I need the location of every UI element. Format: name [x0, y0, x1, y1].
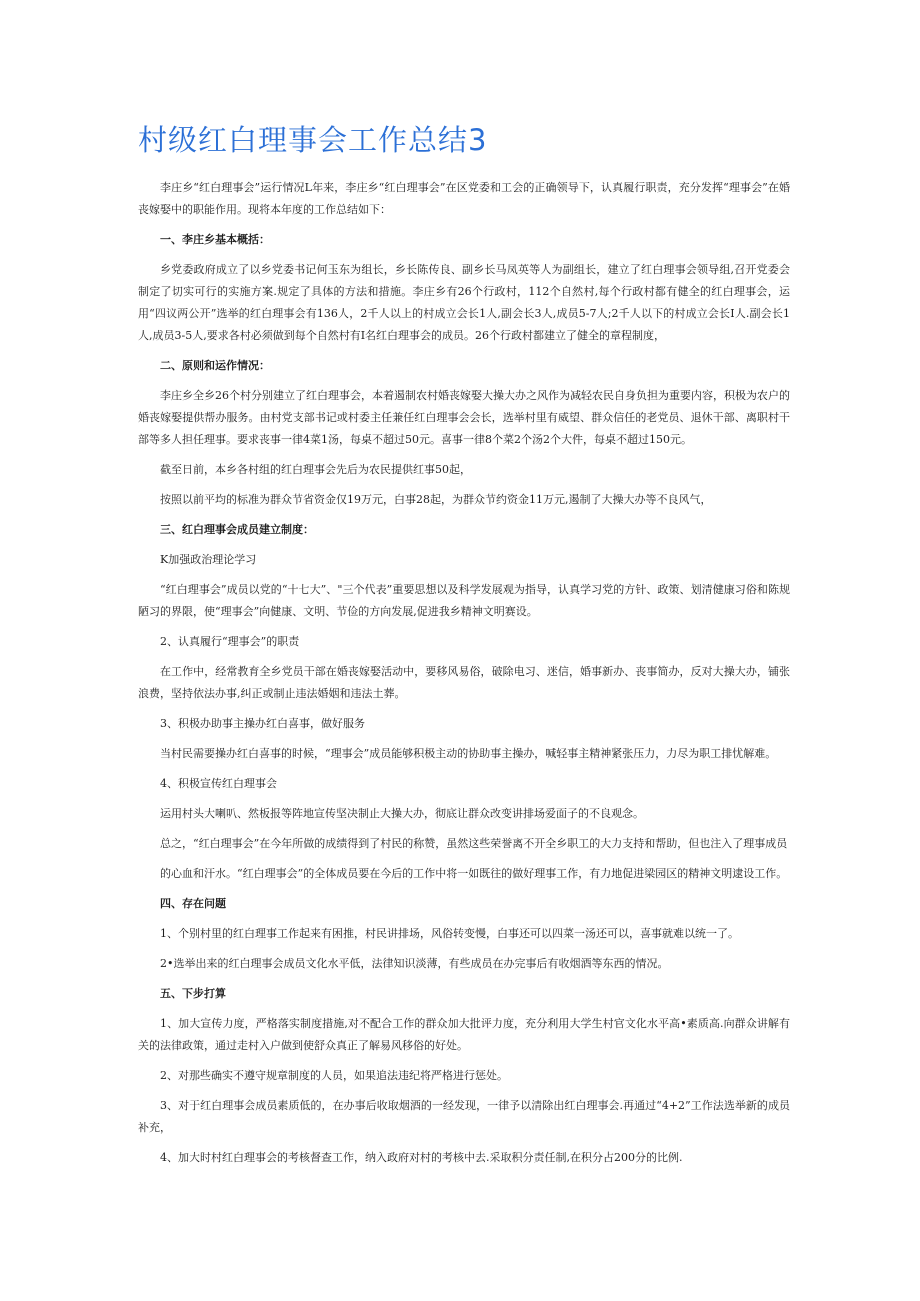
- body-paragraph: 在工作中，经常教育全乡党员干部在婚丧嫁娶活动中，要移风易俗，破除电习、迷信，婚事新办、丧事简办，反对大操大办，铺张浪费，坚持依法办事,纠正或制止违法婚姻和违法土葬。: [138, 665, 790, 700]
- section-heading-5: 五、下步打算: [160, 987, 226, 1000]
- subsection-heading: K加强政治理论学习: [160, 553, 257, 566]
- list-item: 4、加大时村红白理事会的考核督查工作，纳入政府对村的考核中去.采取积分责任制,在积分占200分的比例.: [160, 1151, 683, 1164]
- body-paragraph: 的心血和汗水。“红白理事会”的全体成员要在今后的工作中将一如既往的做好理事工作，有力地促进梁园区的精神文明逮设工作。: [160, 867, 788, 880]
- section-heading-2: 二、原则和运作情况：: [160, 359, 270, 372]
- document-title: 村级红白理事会工作总结3: [138, 123, 488, 157]
- body-paragraph: 截至日前，本乡各村组的红白理事会先后为农民提供红事50起，: [160, 463, 471, 476]
- body-paragraph: 当村民需要操办红白喜事的时候，“理事会”成员能够积极主动的协助事主操办，喊轻事主精神紧张压力，力尽为职工排忧解难。: [160, 747, 777, 760]
- subsection-heading: 4、积极宣传红白理事会: [160, 777, 277, 790]
- section-heading-3: 三、红白理事会成员建立制度：: [160, 523, 314, 536]
- body-paragraph: 乡党委政府成立了以乡党委书记何玉东为组长，乡长陈传良、副乡长马凤英等人为副组长，建立了红白理事会领导组,召开党委会制定了切实可行的实施方案.规定了具体的方法和措施。李庄乡有26个行政村，112个自然村,每个行政村都有健全的红白理事会，运用“四议两公开”选举的红白理事会有136人，2千人以上的村成立会长1人,副会长3人,成员5-7人;2千人以下的村成立会长I人.副会长1人,成员3-5人,要求各村必须做到每个自然村有I名红白理事会的成员。26个行政村都建立了健全的章程制度，: [138, 263, 790, 342]
- list-item: 3、对于红白理事会成员素质低的，在办事后收取烟酒的一经发现，一律予以清除出红白理事会.再通过“4+2”工作法选举新的成员补充，: [138, 1099, 790, 1134]
- body-paragraph: 总之，“红白理事会”在今年所做的成绩得到了村民的称赞，虽然这些荣誉离不开全乡职工的大力支持和帮助，但也注入了理事成员: [160, 837, 788, 850]
- section-heading-1: 一、李庄乡基本概括：: [160, 233, 270, 246]
- subsection-heading: 3、积极办助事主操办红白喜事，做好服务: [160, 717, 365, 730]
- list-item: 2、对那些确实不遵守规章制度的人员，如果追法违纪将严格进行惩处。: [160, 1069, 508, 1082]
- body-paragraph: “红白理事会”成员以党的“十七大”、"三个代表”重要思想以及科学发展观为指导，认真学习党的方针、政策、划清健康习俗和陈规陋习的界限，使“理事会”向健康、文明、节俭的方向发展,促进我乡精神文明赛设。: [138, 583, 790, 618]
- intro-paragraph: 李庄乡“红白理事会”运行情况L年来，李庄乡“红白理事会”在区党委和工会的正确领导下，认真履行职责，充分发挥“理事会”在婚丧嫁娶中的职能作用。现将本年度的工作总结如下：: [138, 181, 790, 216]
- body-paragraph: 李庄乡全乡26个村分别建立了红白理事会，本着遏制农村婚丧嫁娶大操大办之风作为减轻农民自身负担为重要内容，积极为农户的婚丧嫁娶提供帮办服务。由村党支部书记或村委主任兼任红白理事会会长，选举村里有威望、群众信任的老党员、退休干部、离职村干部等多人担任理事。要求丧事一律4菜1汤，每桌不超过50元。喜事一律8个菜2个汤2个大件，每桌不超过150元。: [138, 389, 790, 446]
- list-item: 2•选举出来的红白理事会成员文化水平低，法律知识淡薄，有些成员在办完事后有收烟酒等东西的情况。: [160, 957, 669, 970]
- section-heading-4: 四、存在问题: [160, 897, 226, 910]
- subsection-heading: 2、认真履行“理事会”的职责: [160, 635, 300, 648]
- list-item: 1、加大宣传力度，严格落实制度措施,对不配合工作的群众加大批评力度，充分利用大学生村官文化水平高•素质高.向群众讲解有关的法律政策，通过走村入户做到使舒众真正了解易风移俗的好处。: [138, 1017, 790, 1052]
- body-paragraph: 运用村头大喇叭、然板报等阵地宣传坚决制止大操大办，彻底让群众改变讲排场爱面子的不良观念。: [160, 807, 644, 820]
- body-paragraph: 按照以前平均的标准为群众节省资金仅19万元，白事28起，为群众节约资金11万元,遏制了大操大办等不良风气，: [160, 493, 712, 506]
- document-body: [138, 177, 790, 1169]
- list-item: 1、个别村里的红白理事工作起来有困推，村民讲排场，风俗转变慢，白事还可以四菜一汤还可以，喜事就难以统一了。: [160, 927, 739, 940]
